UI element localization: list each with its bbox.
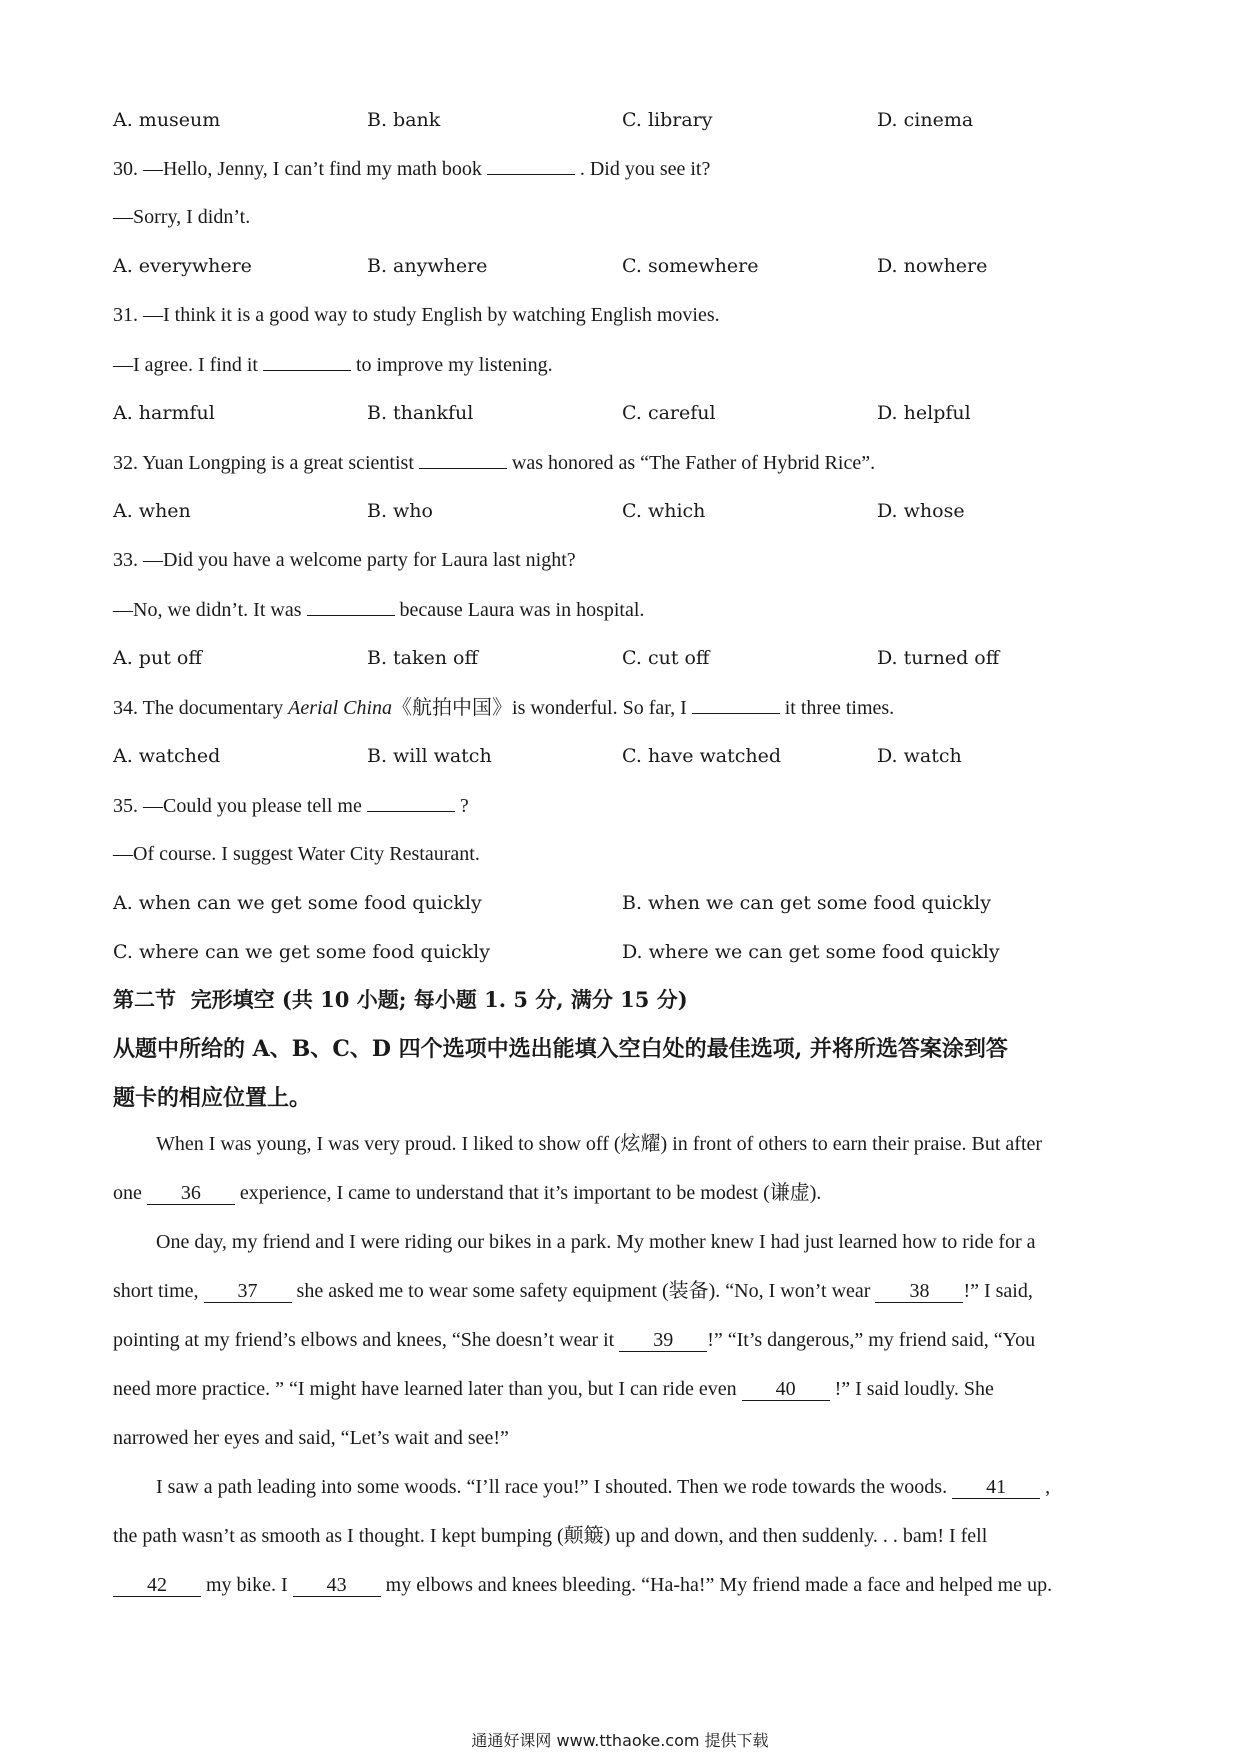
cloze-blank-37: 37 [204,1280,292,1303]
q30-option-b: B. anywhere [367,255,488,277]
q34-option-a: A. watched [113,745,221,767]
q34-stem: 34. The documentary Aerial China《航拍中国》is wonderful. So far, I it three times. [113,697,895,719]
cloze-blank-39: 39 [619,1329,707,1352]
page-footer: 通通好课网 www.tthaoke.com 提供下载 [471,1731,769,1750]
passage-p3-line1: I saw a path leading into some woods. “I’ll race you!” I shouted. Then we rode towards the woods. 41 , [156,1476,1051,1498]
passage-p2-line4: need more practice. ” “I might have learned later than you, but I can ride even 40 !” I said loudly. She [113,1378,994,1400]
cloze-blank-38: 38 [875,1280,963,1303]
q29-option-c: C. library [622,109,713,131]
cloze-blank-41: 41 [952,1476,1040,1499]
passage-p1-line1: When I was young, I was very proud. I liked to show off (炫耀) in front of others to earn their praise. But after [156,1133,1043,1155]
q31-option-d: D. helpful [877,402,971,424]
passage-p3-line2: the path wasn’t as smooth as I thought. I kept bumping (颠簸) up and down, and then suddenly. . . bam! I fell [113,1525,988,1547]
q29-option-b: B. bank [367,109,441,131]
passage-p2-line2: short time, 37 she asked me to wear some safety equipment (装备). “No, I won’t wear 38 !” I said, [113,1280,1033,1302]
q32-option-a: A. when [113,500,191,522]
cloze-blank-36: 36 [147,1182,235,1205]
answer-blank [307,597,395,616]
q35-option-a: A. when can we get some food quickly [113,892,482,914]
q33-option-c: C. cut off [622,647,710,669]
answer-blank [419,450,507,469]
q30-option-d: D. nowhere [877,255,988,277]
q33-stem: 33. —Did you have a welcome party for Laura last night? [113,549,576,571]
q35-option-d: D. where we can get some food quickly [622,941,1000,963]
answer-blank [367,793,455,812]
q35-option-c: C. where can we get some food quickly [113,941,490,963]
q33-option-d: D. turned off [877,647,1000,669]
q30-stem: 30. —Hello, Jenny, I can’t find my math book . Did you see it? [113,158,711,180]
passage-p2-line5: narrowed her eyes and said, “Let’s wait and see!” [113,1427,509,1449]
q33-option-a: A. put off [113,647,202,669]
q31-option-b: B. thankful [367,402,474,424]
q35-option-b: B. when we can get some food quickly [622,892,991,914]
section-title: 第二节 完形填空 (共 10 小题; 每小题 1. 5 分, 满分 15 分) [113,987,688,1012]
cloze-blank-40: 40 [742,1378,830,1401]
q32-option-b: B. who [367,500,433,522]
documentary-title: Aerial China [288,697,393,719]
q29-option-a: A. museum [113,109,221,131]
q31-option-a: A. harmful [113,402,215,424]
q30-option-a: A. everywhere [113,255,252,277]
cloze-blank-42: 42 [113,1574,201,1597]
section-instruction-line1: 从题中所给的 A、B、C、D 四个选项中选出能填入空白处的最佳选项, 并将所选答案涂到答 [113,1036,1008,1062]
q33-option-b: B. taken off [367,647,478,669]
passage-p1-line2: one 36 experience, I came to understand that it’s important to be modest (谦虚). [113,1182,822,1204]
passage-p3-line3: 42 my bike. I 43 my elbows and knees bleeding. “Ha-ha!” My friend made a face and helped me up. [113,1573,1052,1597]
section-instruction-line2: 题卡的相应位置上。 [113,1085,312,1111]
q30-option-c: C. somewhere [622,255,759,277]
cloze-blank-43: 43 [293,1574,381,1597]
q34-option-c: C. have watched [622,745,782,767]
q32-option-c: C. which [622,500,706,522]
q31-reply: —I agree. I find it to improve my listening. [113,354,553,376]
q32-stem: 32. Yuan Longping is a great scientist was honored as “The Father of Hybrid Rice”. [113,452,876,474]
passage-p2-line1: One day, my friend and I were riding our bikes in a park. My mother knew I had just learned how to ride for a [156,1231,1036,1253]
answer-blank [263,352,351,371]
q34-option-d: D. watch [877,745,962,767]
q30-reply: —Sorry, I didn’t. [113,206,251,228]
q33-reply: —No, we didn’t. It was because Laura was in hospital. [113,599,645,621]
q29-option-d: D. cinema [877,109,974,131]
answer-blank [692,695,780,714]
q35-stem: 35. —Could you please tell me ? [113,795,469,817]
q32-option-d: D. whose [877,500,965,522]
q31-option-c: C. careful [622,402,716,424]
q34-option-b: B. will watch [367,745,492,767]
passage-p2-line3: pointing at my friend’s elbows and knees, “She doesn’t wear it 39 !” “It’s dangerous,” my friend said, “You [113,1329,1036,1351]
q31-stem: 31. —I think it is a good way to study English by watching English movies. [113,304,720,326]
answer-blank [487,156,575,175]
q35-reply: —Of course. I suggest Water City Restaurant. [113,843,480,865]
